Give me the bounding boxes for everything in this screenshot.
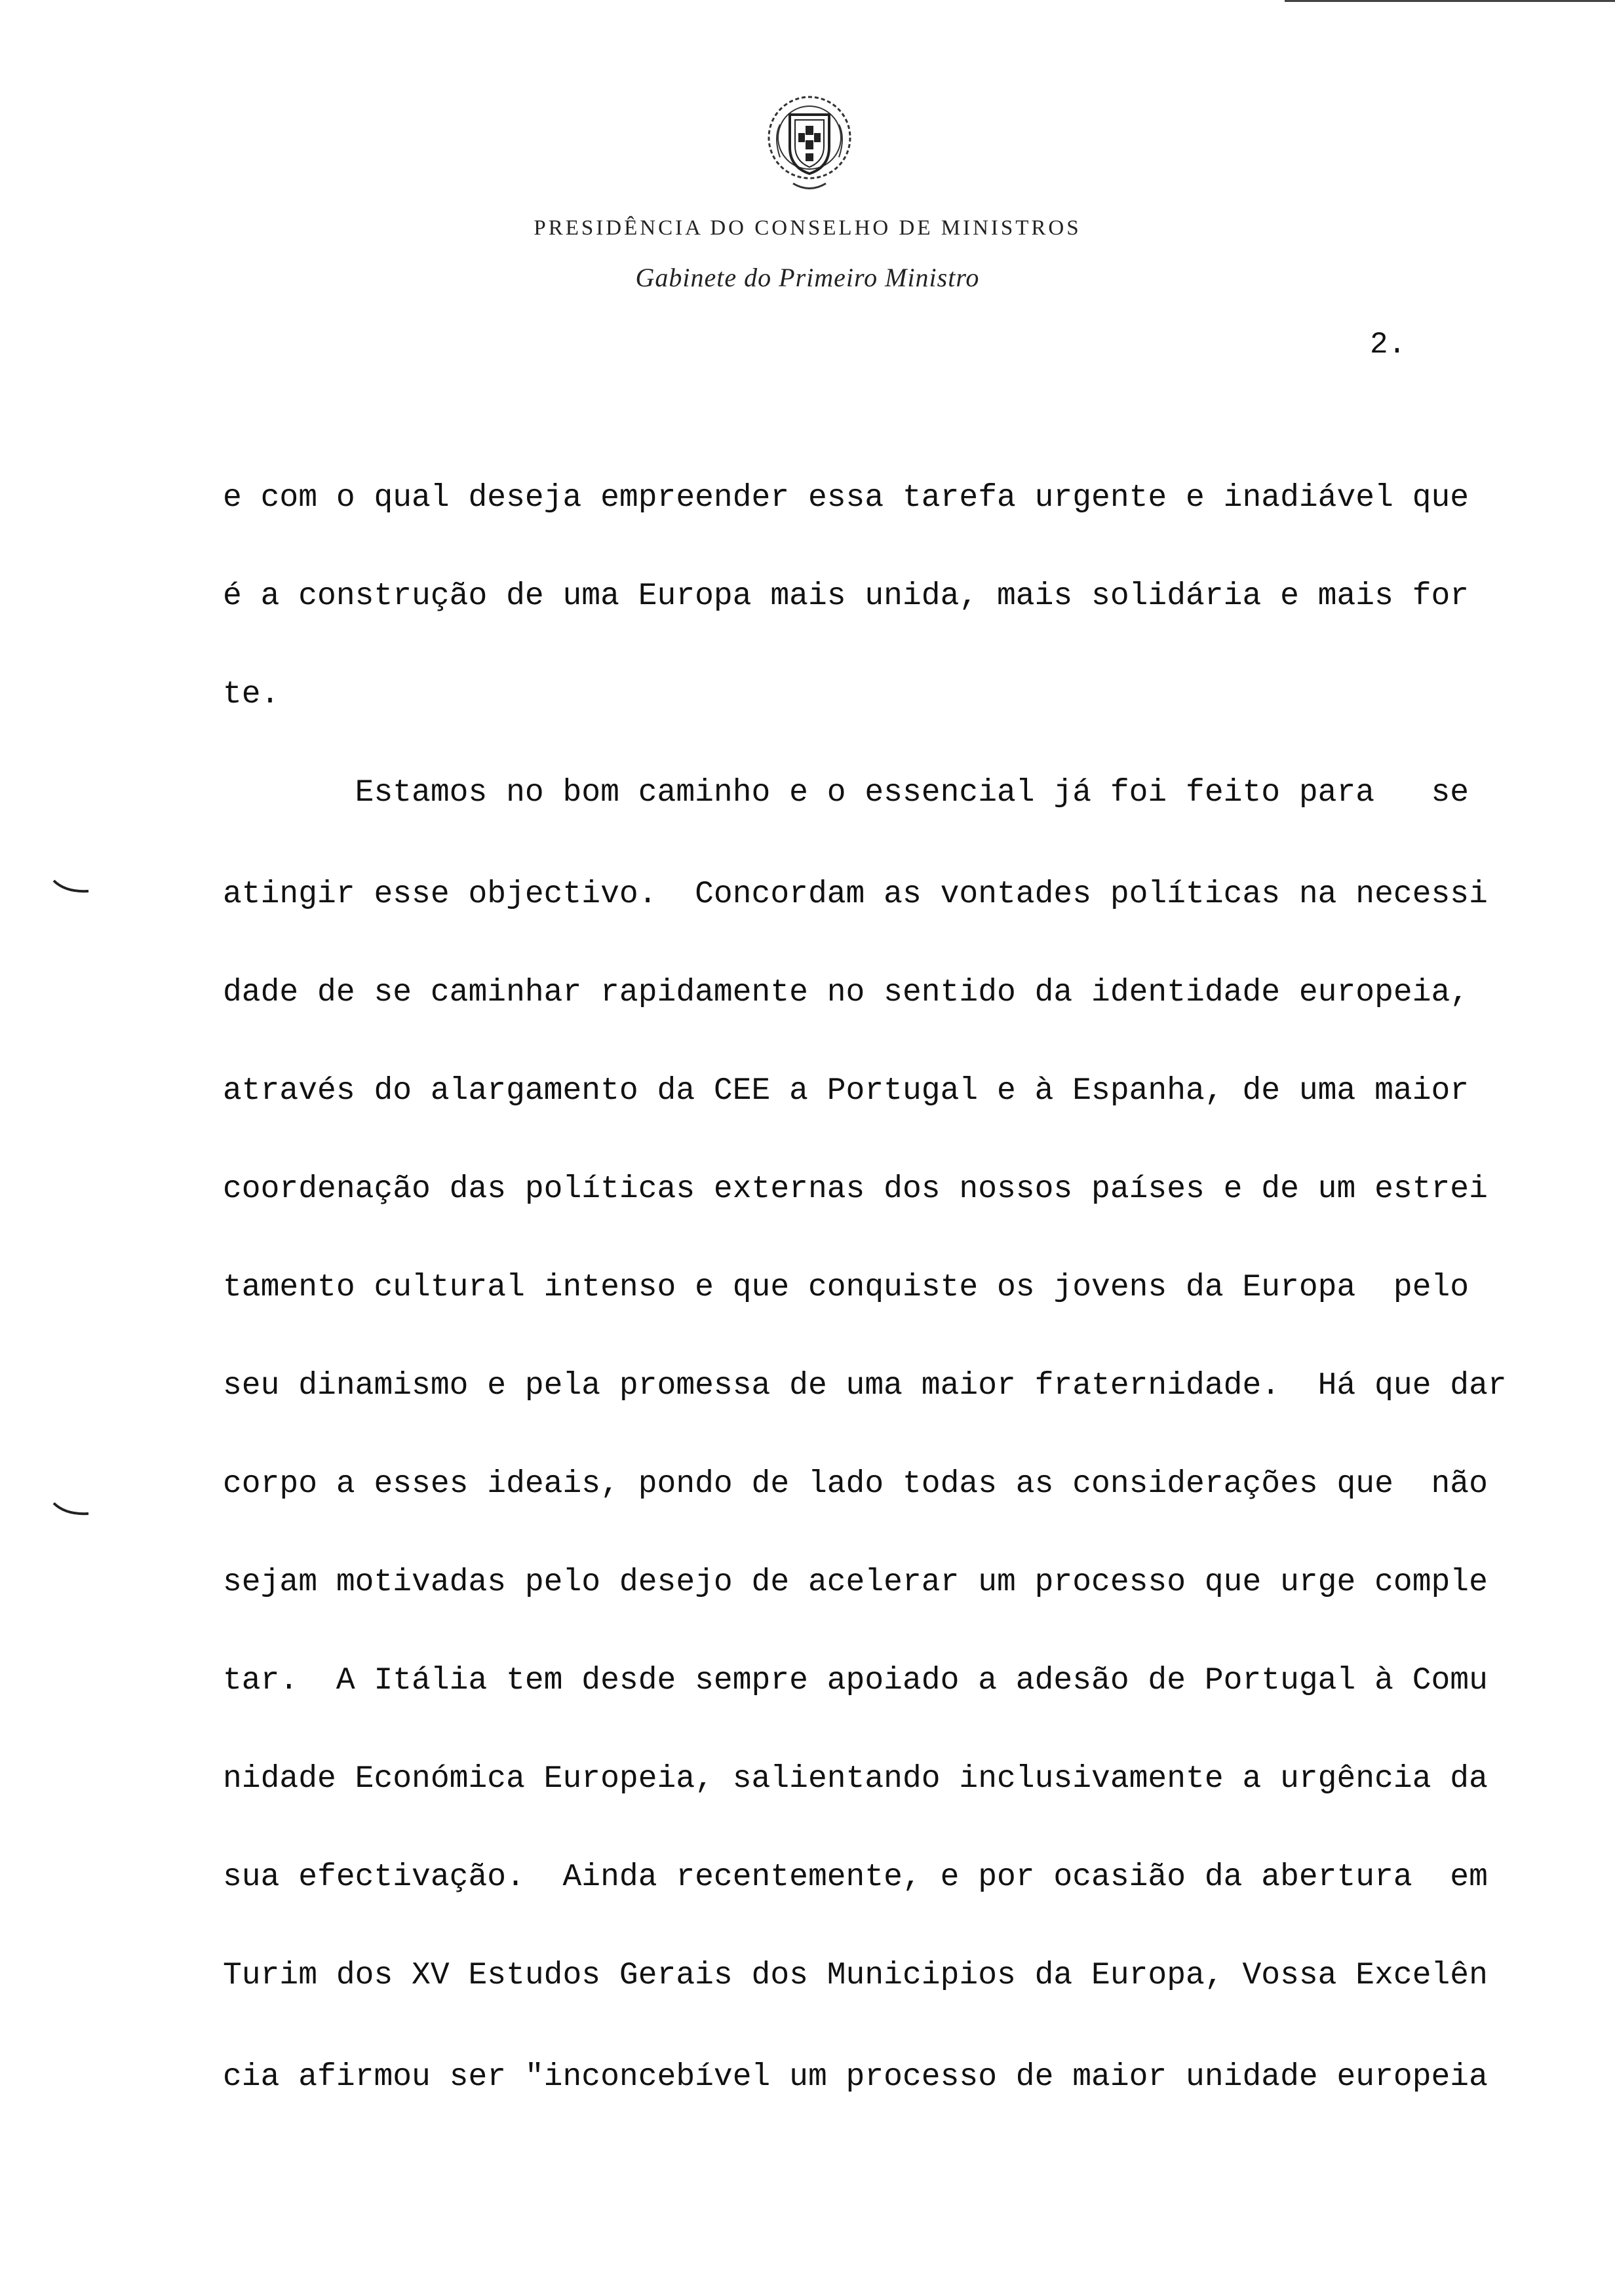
body-line: e com o qual deseja empreender essa tarefa urgente e inadiável que <box>223 480 1469 516</box>
organization-title: PRESIDÊNCIA DO CONSELHO DE MINISTROS <box>534 216 1081 240</box>
page-number: 2. <box>1370 328 1407 362</box>
body-line: sejam motivadas pelo desejo de acelerar um processo que urge comple <box>223 1565 1488 1600</box>
body-line: dade de se caminhar rapidamente no sentido da identidade europeia, <box>223 975 1469 1010</box>
body-line: é a construção de uma Europa mais unida, mais solidária e mais for <box>223 579 1469 614</box>
punch-hole-mark-icon <box>52 878 92 898</box>
body-line: atingir esse objectivo. Concordam as vontades políticas na necessi <box>223 877 1488 912</box>
body-line: através do alargamento da CEE a Portugal e à Espanha, de uma maior <box>223 1073 1469 1109</box>
body-line: Turim dos XV Estudos Gerais dos Municipios da Europa, Vossa Excelên <box>223 1958 1488 1993</box>
body-line: tar. A Itália tem desde sempre apoiado a adesão de Portugal à Comu <box>223 1663 1488 1698</box>
body-line: Estamos no bom caminho e o essencial já foi feito para se <box>223 775 1469 811</box>
portuguese-coat-of-arms-icon <box>754 85 865 203</box>
body-line: cia afirmou ser "inconcebível um processo de maior unidade europeia <box>223 2059 1488 2095</box>
office-subtitle: Gabinete do Primeiro Ministro <box>635 263 980 292</box>
punch-hole-mark-icon <box>52 1501 92 1520</box>
body-line: nidade Económica Europeia, salientando inclusivamente a urgência da <box>223 1761 1488 1797</box>
body-line: tamento cultural intenso e que conquiste os jovens da Europa pelo <box>223 1270 1469 1305</box>
body-line: coordenação das políticas externas dos nossos países e de um estrei <box>223 1172 1488 1207</box>
top-edge-rule <box>1285 0 1615 2</box>
body-line: te. <box>223 677 280 712</box>
body-line: seu dinamismo e pela promessa de uma maior fraternidade. Há que dar <box>223 1368 1507 1404</box>
body-line: corpo a esses ideais, pondo de lado todas as considerações que não <box>223 1466 1488 1502</box>
body-line: sua efectivação. Ainda recentemente, e por ocasião da abertura em <box>223 1860 1488 1895</box>
